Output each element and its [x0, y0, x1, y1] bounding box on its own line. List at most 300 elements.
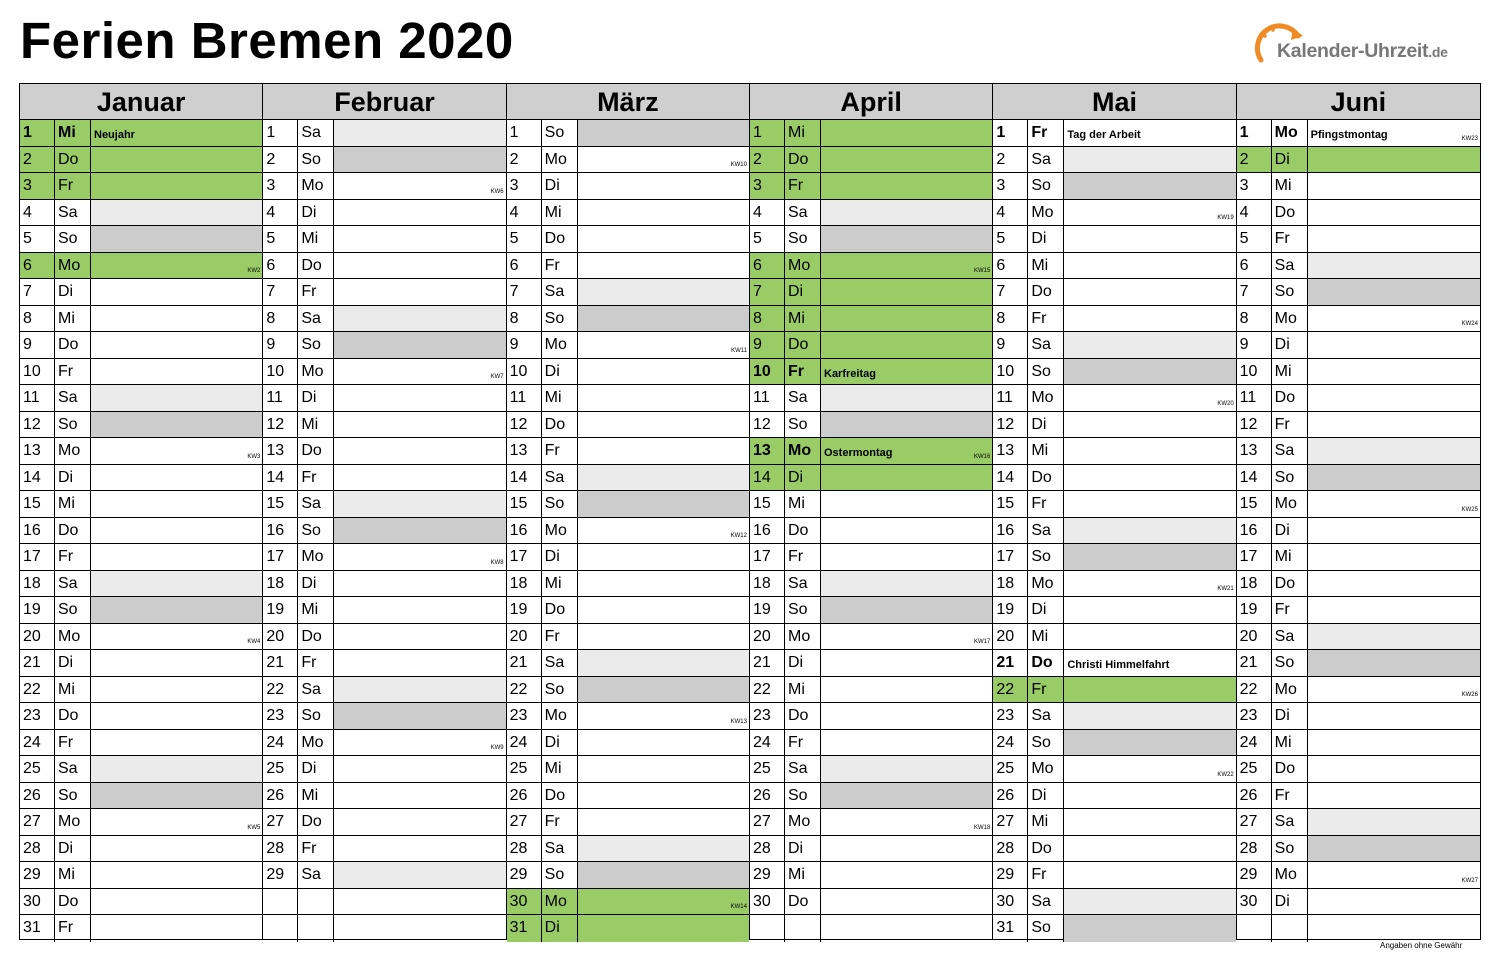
- week-number: KW11: [731, 347, 747, 354]
- day-row[interactable]: [750, 703, 992, 730]
- day-row[interactable]: [507, 120, 749, 147]
- day-row[interactable]: [263, 756, 505, 783]
- day-number: 15: [993, 491, 1028, 517]
- day-row[interactable]: [20, 332, 262, 359]
- day-row[interactable]: [1237, 412, 1480, 439]
- day-row[interactable]: [750, 332, 992, 359]
- weekday: Fr: [785, 173, 821, 199]
- weekday: Mi: [55, 306, 91, 332]
- day-note: [1064, 624, 1235, 650]
- day-row[interactable]: [20, 836, 262, 863]
- day-row[interactable]: [507, 385, 749, 412]
- day-row[interactable]: [507, 809, 749, 836]
- day-row[interactable]: [507, 253, 749, 280]
- day-number: 23: [993, 703, 1028, 729]
- day-row[interactable]: [263, 915, 505, 942]
- day-note: [334, 412, 505, 438]
- day-row[interactable]: [263, 624, 505, 651]
- day-row[interactable]: [750, 253, 992, 280]
- day-row[interactable]: [507, 624, 749, 651]
- day-number: 1: [750, 120, 785, 146]
- day-row[interactable]: [993, 703, 1235, 730]
- day-number: 12: [750, 412, 785, 438]
- day-row[interactable]: [263, 253, 505, 280]
- day-row[interactable]: [750, 571, 992, 598]
- weekday: Mo: [1272, 491, 1308, 517]
- day-row[interactable]: [1237, 915, 1480, 942]
- day-row[interactable]: [263, 412, 505, 439]
- day-row[interactable]: [993, 226, 1235, 253]
- day-row[interactable]: [20, 173, 262, 200]
- day-row[interactable]: [20, 412, 262, 439]
- day-number: 14: [507, 465, 542, 491]
- day-row[interactable]: [263, 491, 505, 518]
- day-row[interactable]: [993, 730, 1235, 757]
- day-number: 28: [20, 836, 55, 862]
- day-note: [821, 120, 992, 146]
- day-number: 15: [1237, 491, 1272, 517]
- day-row[interactable]: [507, 332, 749, 359]
- day-number: 15: [750, 491, 785, 517]
- day-number: 27: [20, 809, 55, 835]
- day-row[interactable]: [993, 915, 1235, 942]
- weekday: Sa: [542, 465, 578, 491]
- day-note: [91, 571, 262, 597]
- day-number: 4: [263, 200, 298, 226]
- day-row[interactable]: [507, 544, 749, 571]
- day-row[interactable]: [263, 173, 505, 200]
- day-row[interactable]: [993, 412, 1235, 439]
- day-note: [1308, 703, 1480, 729]
- day-row[interactable]: [1237, 438, 1480, 465]
- day-row[interactable]: [750, 518, 992, 545]
- day-row[interactable]: [750, 862, 992, 889]
- day-row[interactable]: [750, 597, 992, 624]
- weekday: Sa: [1272, 624, 1308, 650]
- day-row[interactable]: [993, 756, 1235, 783]
- day-number: 27: [750, 809, 785, 835]
- day-row[interactable]: [263, 438, 505, 465]
- day-row[interactable]: [507, 677, 749, 704]
- day-row[interactable]: [1237, 306, 1480, 333]
- day-row[interactable]: [263, 783, 505, 810]
- day-number: [750, 915, 785, 942]
- week-number: KW10: [730, 162, 747, 168]
- day-row[interactable]: [1237, 703, 1480, 730]
- day-row[interactable]: [20, 465, 262, 492]
- day-row[interactable]: [1237, 279, 1480, 306]
- day-number: 12: [20, 412, 55, 438]
- day-row[interactable]: [750, 836, 992, 863]
- weekday: Do: [785, 518, 821, 544]
- day-row[interactable]: [263, 571, 505, 598]
- weekday: Fr: [542, 438, 578, 464]
- weekday: Fr: [785, 359, 821, 385]
- day-row[interactable]: [507, 518, 749, 545]
- day-row[interactable]: [993, 147, 1235, 174]
- day-row[interactable]: [750, 730, 992, 757]
- day-row[interactable]: [507, 465, 749, 492]
- day-row[interactable]: [750, 650, 992, 677]
- day-number: 8: [1237, 306, 1272, 332]
- day-number: 29: [993, 862, 1028, 888]
- weekday: Sa: [1028, 147, 1064, 173]
- day-row[interactable]: [750, 200, 992, 227]
- day-row[interactable]: [507, 173, 749, 200]
- day-row[interactable]: [1237, 677, 1480, 704]
- weekday: Mo: [542, 332, 578, 358]
- day-row[interactable]: [263, 306, 505, 333]
- day-row[interactable]: [20, 889, 262, 916]
- day-row[interactable]: [750, 226, 992, 253]
- day-row[interactable]: [20, 677, 262, 704]
- day-row[interactable]: [507, 571, 749, 598]
- weekday: So: [1028, 173, 1064, 199]
- day-row[interactable]: [993, 438, 1235, 465]
- day-number: 2: [1237, 147, 1272, 173]
- day-row[interactable]: [20, 544, 262, 571]
- day-row[interactable]: [20, 306, 262, 333]
- weekday: So: [1272, 465, 1308, 491]
- day-row[interactable]: [750, 624, 992, 651]
- day-note: [334, 862, 505, 888]
- day-row[interactable]: [993, 120, 1235, 147]
- day-row[interactable]: [507, 306, 749, 333]
- day-number: [263, 915, 298, 942]
- day-number: 30: [20, 889, 55, 915]
- day-row[interactable]: [507, 200, 749, 227]
- day-number: 3: [507, 173, 542, 199]
- weekday: Do: [55, 147, 91, 173]
- day-row[interactable]: [993, 306, 1235, 333]
- day-number: 12: [263, 412, 298, 438]
- day-row[interactable]: [1237, 226, 1480, 253]
- day-row[interactable]: [993, 862, 1235, 889]
- day-row[interactable]: [750, 359, 992, 386]
- day-row[interactable]: [263, 332, 505, 359]
- day-row[interactable]: [993, 597, 1235, 624]
- month-header: März: [507, 84, 749, 120]
- day-row[interactable]: [1237, 200, 1480, 227]
- day-row[interactable]: [20, 650, 262, 677]
- weekday: Do: [55, 889, 91, 915]
- day-row[interactable]: [750, 756, 992, 783]
- holiday-name: Pfingstmontag: [1310, 129, 1388, 141]
- day-note: [578, 332, 749, 358]
- day-note: [334, 226, 505, 252]
- weekday: Sa: [785, 756, 821, 782]
- day-row[interactable]: [993, 650, 1235, 677]
- day-number: 6: [1237, 253, 1272, 279]
- logo-name: Kalender-Uhrzeit: [1277, 40, 1429, 62]
- day-number: 12: [1237, 412, 1272, 438]
- day-row[interactable]: [993, 544, 1235, 571]
- day-row[interactable]: [507, 491, 749, 518]
- day-row[interactable]: [507, 438, 749, 465]
- day-row[interactable]: [750, 465, 992, 492]
- week-number: KW20: [1217, 400, 1234, 407]
- day-note: [821, 518, 992, 544]
- day-row[interactable]: [750, 783, 992, 810]
- month-column-5: [1237, 84, 1480, 939]
- week-number: KW12: [730, 533, 747, 539]
- weekday: Do: [785, 332, 821, 358]
- day-row[interactable]: [993, 279, 1235, 306]
- day-row[interactable]: [1237, 783, 1480, 810]
- day-row[interactable]: [507, 889, 749, 916]
- weekday: Do: [785, 147, 821, 173]
- day-row[interactable]: [750, 889, 992, 916]
- day-row[interactable]: [507, 412, 749, 439]
- day-row[interactable]: [750, 677, 992, 704]
- day-row[interactable]: [750, 147, 992, 174]
- day-row[interactable]: [750, 438, 992, 465]
- day-number: 27: [993, 809, 1028, 835]
- day-row[interactable]: [993, 624, 1235, 651]
- day-note: [1064, 597, 1235, 623]
- day-row[interactable]: [263, 200, 505, 227]
- day-row[interactable]: [1237, 332, 1480, 359]
- day-number: 7: [1237, 279, 1272, 305]
- day-row[interactable]: [20, 624, 262, 651]
- day-row[interactable]: [1237, 544, 1480, 571]
- weekday: Mi: [1028, 253, 1064, 279]
- day-note: [334, 279, 505, 305]
- day-note: [1064, 518, 1235, 544]
- day-row[interactable]: [507, 597, 749, 624]
- weekday: Di: [1272, 147, 1308, 173]
- month-column-4: [993, 84, 1236, 939]
- day-row[interactable]: [20, 491, 262, 518]
- day-row[interactable]: [507, 703, 749, 730]
- day-row[interactable]: [263, 862, 505, 889]
- day-row[interactable]: [507, 783, 749, 810]
- day-note: [334, 756, 505, 782]
- day-row[interactable]: [507, 226, 749, 253]
- day-note: [821, 359, 992, 385]
- day-row[interactable]: [1237, 120, 1480, 147]
- day-row[interactable]: [993, 518, 1235, 545]
- weekday: So: [55, 597, 91, 623]
- week-number: KW25: [1461, 506, 1478, 513]
- day-row[interactable]: [1237, 253, 1480, 280]
- day-row[interactable]: [1237, 147, 1480, 174]
- day-note: [91, 677, 262, 703]
- day-row[interactable]: [263, 703, 505, 730]
- day-note: [91, 756, 262, 782]
- day-row[interactable]: [750, 385, 992, 412]
- day-note: [91, 783, 262, 809]
- day-row[interactable]: [1237, 624, 1480, 651]
- day-row[interactable]: [1237, 173, 1480, 200]
- day-row[interactable]: [20, 703, 262, 730]
- day-row[interactable]: [20, 226, 262, 253]
- day-row[interactable]: [263, 518, 505, 545]
- day-number: 20: [1237, 624, 1272, 650]
- day-row[interactable]: [993, 571, 1235, 598]
- day-note: [821, 253, 992, 279]
- day-row[interactable]: [20, 730, 262, 757]
- day-row[interactable]: [20, 915, 262, 942]
- day-row[interactable]: [507, 147, 749, 174]
- weekday: Mo: [298, 544, 334, 570]
- weekday: Mo: [298, 173, 334, 199]
- day-row[interactable]: [263, 597, 505, 624]
- day-row[interactable]: [507, 359, 749, 386]
- day-row[interactable]: [750, 544, 992, 571]
- day-row[interactable]: [20, 147, 262, 174]
- day-row[interactable]: [993, 677, 1235, 704]
- day-row[interactable]: [263, 120, 505, 147]
- day-row[interactable]: [750, 306, 992, 333]
- day-row[interactable]: [20, 571, 262, 598]
- day-row[interactable]: [20, 200, 262, 227]
- day-row[interactable]: [20, 756, 262, 783]
- day-row[interactable]: [993, 359, 1235, 386]
- day-row[interactable]: [1237, 359, 1480, 386]
- day-note: [578, 677, 749, 703]
- day-row[interactable]: [263, 226, 505, 253]
- day-row[interactable]: [263, 544, 505, 571]
- day-number: 18: [750, 571, 785, 597]
- day-row[interactable]: [1237, 889, 1480, 916]
- weekday: Di: [785, 465, 821, 491]
- day-number: 30: [1237, 889, 1272, 915]
- day-note: [1064, 544, 1235, 570]
- day-row[interactable]: [750, 173, 992, 200]
- day-note: [334, 359, 505, 385]
- day-row[interactable]: [1237, 650, 1480, 677]
- day-row[interactable]: [1237, 518, 1480, 545]
- day-row[interactable]: [20, 253, 262, 280]
- day-number: 5: [263, 226, 298, 252]
- day-row[interactable]: [1237, 571, 1480, 598]
- weekday: Fr: [542, 809, 578, 835]
- day-row[interactable]: [20, 385, 262, 412]
- weekday: Mi: [785, 120, 821, 146]
- day-row[interactable]: [263, 359, 505, 386]
- day-row[interactable]: [1237, 756, 1480, 783]
- day-row[interactable]: [993, 783, 1235, 810]
- day-row[interactable]: [263, 836, 505, 863]
- day-row[interactable]: [1237, 809, 1480, 836]
- day-row[interactable]: [1237, 597, 1480, 624]
- day-row[interactable]: [993, 491, 1235, 518]
- day-row[interactable]: [750, 120, 992, 147]
- day-row[interactable]: [263, 465, 505, 492]
- day-number: 21: [1237, 650, 1272, 676]
- day-row[interactable]: [993, 385, 1235, 412]
- day-note: [578, 359, 749, 385]
- day-row[interactable]: [507, 836, 749, 863]
- day-row[interactable]: [1237, 465, 1480, 492]
- day-row[interactable]: [993, 332, 1235, 359]
- day-number: 3: [263, 173, 298, 199]
- day-note: [334, 518, 505, 544]
- day-row[interactable]: [263, 677, 505, 704]
- day-number: 7: [750, 279, 785, 305]
- week-number: KW24: [1461, 321, 1478, 327]
- day-row[interactable]: [263, 809, 505, 836]
- day-row[interactable]: [993, 253, 1235, 280]
- day-row[interactable]: [20, 359, 262, 386]
- weekday: Fr: [542, 624, 578, 650]
- day-row[interactable]: [750, 412, 992, 439]
- weekday: Di: [298, 756, 334, 782]
- day-row[interactable]: [20, 783, 262, 810]
- day-number: 7: [993, 279, 1028, 305]
- day-row[interactable]: [750, 279, 992, 306]
- day-row[interactable]: [507, 279, 749, 306]
- day-row[interactable]: [263, 385, 505, 412]
- day-note: [1064, 465, 1235, 491]
- day-number: 20: [507, 624, 542, 650]
- holiday-name: Karfreitag: [824, 367, 876, 380]
- day-row[interactable]: [20, 279, 262, 306]
- day-row[interactable]: [20, 597, 262, 624]
- day-row[interactable]: [993, 200, 1235, 227]
- day-row[interactable]: [20, 120, 262, 147]
- day-row[interactable]: [1237, 491, 1480, 518]
- day-number: 13: [507, 438, 542, 464]
- day-row[interactable]: [20, 438, 262, 465]
- day-row[interactable]: [750, 491, 992, 518]
- day-number: [1237, 915, 1272, 942]
- day-row[interactable]: [507, 862, 749, 889]
- day-note: [1064, 677, 1235, 703]
- day-row[interactable]: [507, 756, 749, 783]
- day-row[interactable]: [993, 465, 1235, 492]
- weekday: Fr: [1272, 597, 1308, 623]
- day-row[interactable]: [20, 862, 262, 889]
- day-row[interactable]: [1237, 862, 1480, 889]
- day-row[interactable]: [20, 809, 262, 836]
- day-number: 10: [507, 359, 542, 385]
- day-note: [1308, 491, 1480, 517]
- day-row[interactable]: [507, 915, 749, 942]
- day-note: [1064, 147, 1235, 173]
- weekday: Do: [55, 518, 91, 544]
- day-row[interactable]: [20, 518, 262, 545]
- weekday: Do: [1028, 836, 1064, 862]
- day-row[interactable]: [993, 173, 1235, 200]
- day-row[interactable]: [1237, 730, 1480, 757]
- weekday: Di: [542, 173, 578, 199]
- day-note: [334, 465, 505, 491]
- day-number: 6: [20, 253, 55, 279]
- day-row[interactable]: [263, 730, 505, 757]
- day-row[interactable]: [263, 889, 505, 916]
- day-row[interactable]: [263, 650, 505, 677]
- day-row[interactable]: [750, 809, 992, 836]
- day-note: [91, 624, 262, 650]
- day-row[interactable]: [993, 836, 1235, 863]
- weekday: Do: [542, 783, 578, 809]
- logo[interactable]: [1253, 16, 1485, 70]
- weekday: Di: [542, 544, 578, 570]
- day-row[interactable]: [993, 889, 1235, 916]
- day-row[interactable]: [263, 279, 505, 306]
- day-row[interactable]: [750, 915, 992, 942]
- week-number: KW6: [490, 188, 504, 195]
- day-row[interactable]: [1237, 385, 1480, 412]
- day-row[interactable]: [1237, 836, 1480, 863]
- day-row[interactable]: [507, 650, 749, 677]
- day-row[interactable]: [263, 147, 505, 174]
- day-row[interactable]: [507, 730, 749, 757]
- day-row[interactable]: [993, 809, 1235, 836]
- weekday: So: [1272, 836, 1308, 862]
